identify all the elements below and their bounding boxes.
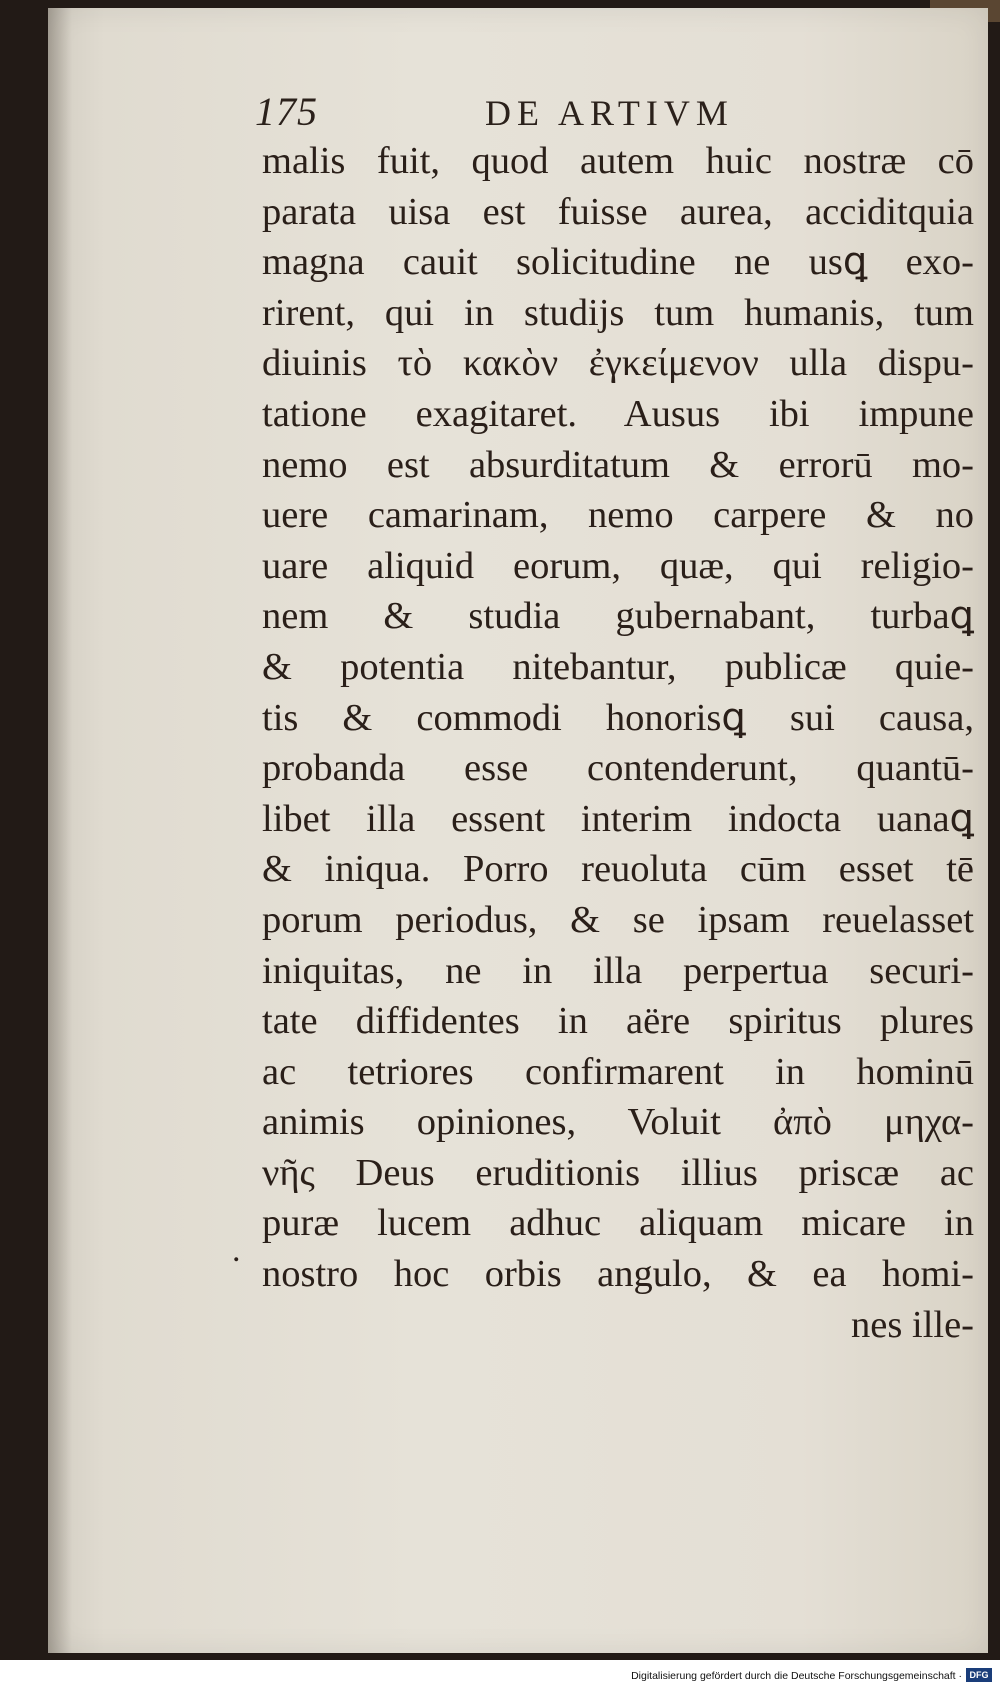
text-line: magna cauit solicitudine ne usꝗ exo- (262, 241, 974, 284)
text-line: diuinis τὸ κακὸν ἐγκείμενον ulla dispu- (262, 342, 974, 385)
text-line: animis opiniones, Voluit ἀπὸ μηχα- (262, 1101, 974, 1144)
funding-credit: Digitalisierung gefördert durch die Deutsche Forschungsgemeinschaft · (631, 1670, 962, 1682)
text-line: nostro hoc orbis angulo, & ea homi- (262, 1253, 974, 1296)
text-line: nem & studia gubernabant, turbaꝗ (262, 595, 974, 638)
text-line: rirent, qui in studijs tum humanis, tum (262, 291, 974, 334)
catchword: nes ille- (851, 1303, 974, 1346)
digitization-footer (0, 1660, 1000, 1693)
text-line: ac tetriores confirmarent in hominū (262, 1050, 974, 1093)
text-line: & potentia nitebantur, publicæ quie- (262, 645, 974, 688)
page-header (255, 88, 975, 138)
page-number: 175 (255, 89, 318, 134)
text-line: tis & commodi honorisꝗ sui causa, (262, 696, 974, 739)
body-text (262, 136, 974, 1350)
text-line: porum periodus, & se ipsam reuelasset (262, 898, 974, 941)
text-line: uare aliquid eorum, quæ, qui religio- (262, 544, 974, 587)
text-line: uere camarinam, nemo carpere & no (262, 494, 974, 537)
text-line: tate diffidentes in aëre spiritus plures (262, 1000, 974, 1043)
text-line: probanda esse contenderunt, quantū- (262, 747, 974, 790)
marginal-mark: . (232, 1232, 241, 1269)
running-head: DE ARTIVM (485, 93, 734, 133)
dfg-logo-icon: DFG (966, 1668, 992, 1682)
text-line: νῆς Deus eruditionis illius priscæ ac (262, 1151, 974, 1194)
text-line: parata uisa est fuisse aurea, acciditquia (262, 190, 974, 233)
gutter-shadow (48, 8, 72, 1653)
text-line: nemo est absurditatum & errorū mo- (262, 443, 974, 486)
text-line: tatione exagitaret. Ausus ibi impune (262, 392, 974, 435)
text-line: puræ lucem adhuc aliquam micare in (262, 1202, 974, 1245)
text-line: malis fuit, quod autem huic nostræ cō (262, 140, 974, 182)
text-line: & iniqua. Porro reuoluta cūm esset tē (262, 848, 974, 891)
text-line: iniquitas, ne in illa perpertua securi- (262, 949, 974, 992)
text-line: libet illa essent interim indocta uanaꝗ (262, 797, 974, 840)
